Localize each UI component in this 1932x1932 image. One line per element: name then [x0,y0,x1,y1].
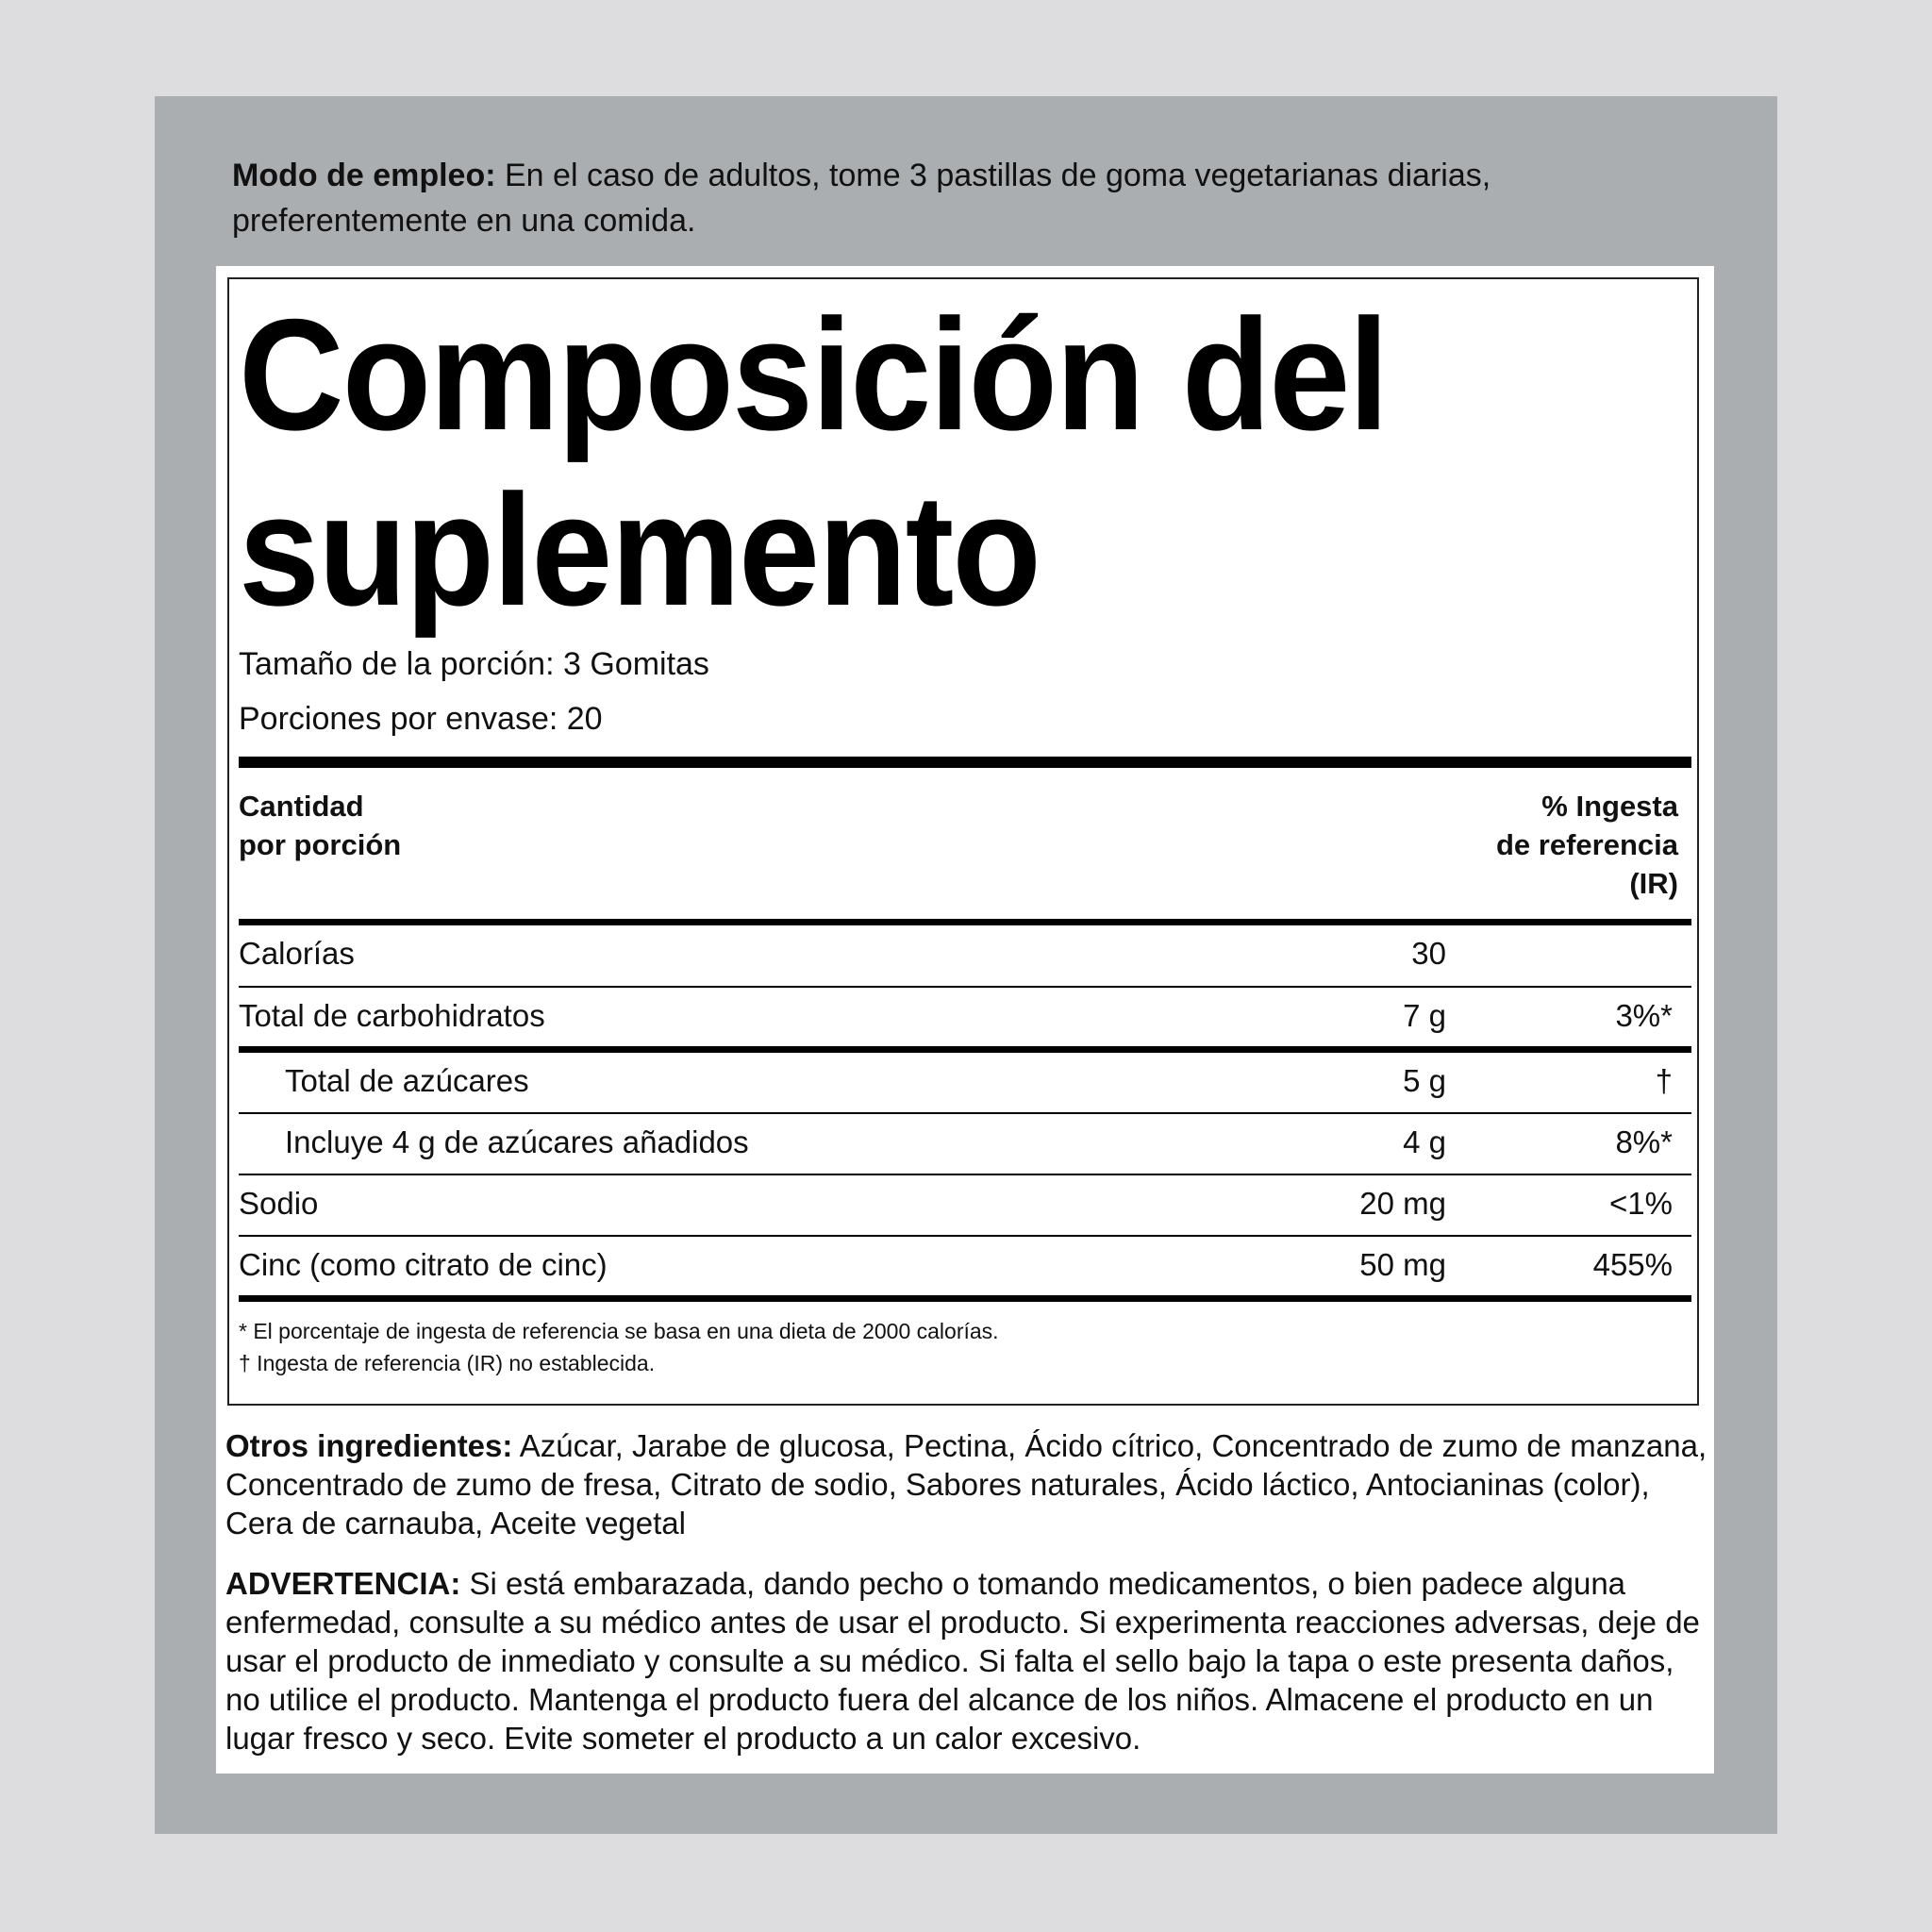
nutrient-row [239,1237,1691,1293]
thick-divider [239,757,1691,768]
nutrient-percent: 455% [1592,1247,1673,1282]
nutrient-percent: 8%* [1615,1124,1673,1159]
nutrient-amount: 50 mg [1359,1247,1446,1282]
label-panel [155,96,1777,1834]
nutrient-name: Incluye 4 g de azúcares añadidos [285,1124,749,1159]
directions-text [232,153,1723,243]
nutrient-amount: 4 g [1403,1124,1446,1159]
warning-body: Si está embarazada, dando pecho o tomando medicamentos, o bien padece alguna enfermedad, consulte a su médico antes de usar el producto. Si experimenta reacciones adversas, deje de usar el producto de inmediato y consulte a su médico. Si falta el sello bajo la tapa o este presenta daños, no utilice el producto. Mantenga el producto fuera del alcance de los niños. Almacene el producto en un lugar fresco y seco. Evite someter el producto a un calor excesivo. [225,1566,1700,1756]
nutrient-row [239,988,1691,1044]
nutrient-row [239,1175,1691,1232]
amount-per-serving-header [239,787,401,864]
nutrient-name: Cinc (como citrato de cinc) [239,1247,608,1282]
nutrient-row [239,1114,1691,1171]
header-divider [239,919,1691,925]
nutrient-row [239,1053,1691,1109]
supplement-facts-title [239,287,1541,638]
warning-label: ADVERTENCIA: [225,1566,461,1601]
nutrient-amount: 20 mg [1359,1186,1446,1221]
nutrient-name: Total de azúcares [285,1063,529,1098]
nutrient-amount: 5 g [1403,1063,1446,1098]
nutrient-percent: <1% [1609,1186,1673,1221]
warning-text [225,1564,1716,1757]
nutrient-percent: † [1655,1063,1673,1098]
footnote-reference-intake: * El porcentaje de ingesta de referencia se basa en una dieta de 2000 calorías. [239,1319,999,1343]
title-line-1: Composición del [239,286,1388,463]
serving-size: Tamaño de la porción: 3 Gomitas [239,646,709,682]
ingredients-label: Otros ingredientes: [225,1428,513,1463]
header-right-line-1: % Ingesta [1541,790,1678,823]
footnote-not-established: † Ingesta de referencia (IR) no establecida. [239,1351,656,1375]
directions-label: Modo de empleo: [232,158,496,193]
row-divider [239,1046,1691,1053]
nutrient-percent: 3%* [1615,998,1673,1033]
nutrient-amount: 7 g [1403,998,1446,1033]
label-content [216,266,1714,1774]
nutrient-name: Sodio [239,1186,319,1221]
nutrient-row [239,925,1691,982]
nutrient-name: Total de carbohidratos [239,998,545,1033]
directions-body: En el caso de adultos, tome 3 pastillas de goma vegetarianas diarias, preferentemente en una comida. [232,158,1491,239]
nutrient-amount: 30 [1411,936,1446,971]
header-left-line-2: por porción [239,828,402,861]
bottom-divider [239,1295,1691,1302]
header-left-line-1: Cantidad [239,790,364,823]
title-line-2: suplemento [239,461,1040,639]
reference-intake-header [1496,787,1678,903]
supplement-facts-box [227,277,1699,1406]
servings-per-container: Porciones por envase: 20 [239,701,603,737]
header-right-line-2: de referencia [1496,828,1678,861]
ingredients-body: Azúcar, Jarabe de glucosa, Pectina, Ácido cítrico, Concentrado de zumo de manzana, Concentrado de zumo de fresa, Citrato de sodio, Sabores naturales, Ácido láctico, Antocianinas (color), Cera de carnauba, Aceite vegetal [225,1428,1707,1541]
other-ingredients [225,1426,1716,1542]
header-right-line-3: (IR) [1629,867,1678,900]
nutrient-name: Calorías [239,936,355,971]
